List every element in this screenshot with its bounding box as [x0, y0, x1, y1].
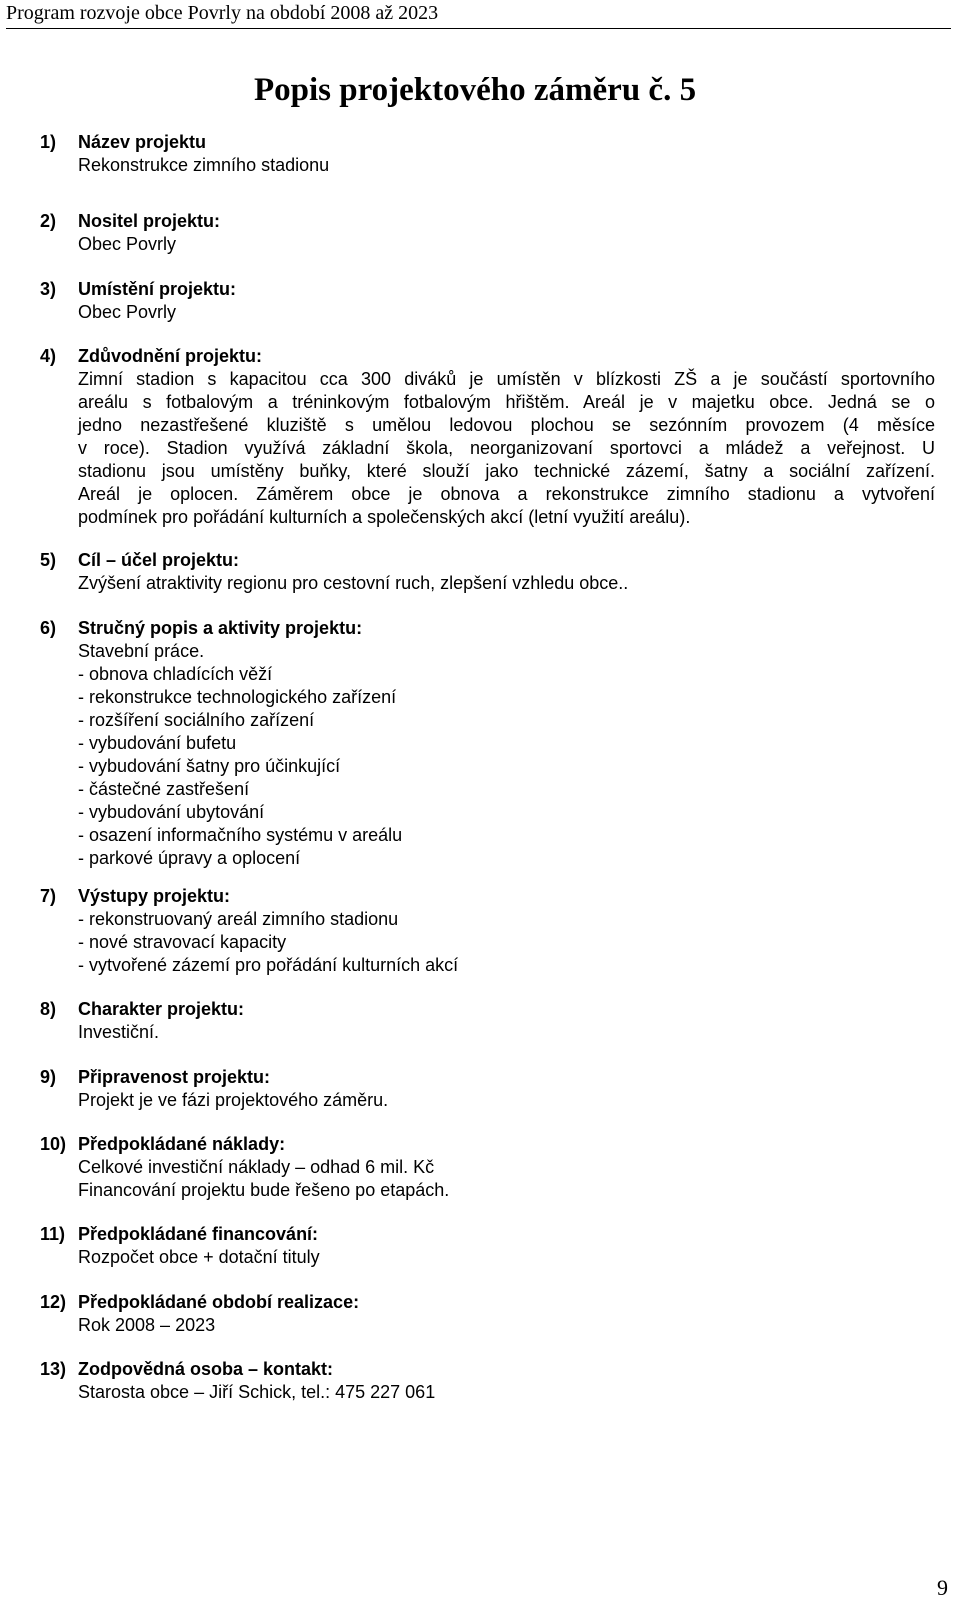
section-text: Rozpočet obce + dotační tituly [78, 1247, 320, 1267]
section-number: 7) [40, 886, 57, 906]
section-title: Umístění projektu: [78, 279, 237, 299]
section-5 [40, 549, 935, 595]
section-text: Rok 2008 – 2023 [78, 1315, 216, 1335]
section-text: jedno nezastřešené kluziště s umělou ledovou plochou se sezónním provozem (4 měsíce [78, 415, 935, 435]
section-title: Nositel projektu: [78, 211, 221, 231]
section-title: Zodpovědná osoba – kontakt: [78, 1359, 334, 1379]
section-text: Financování projektu bude řešeno po etapách. [78, 1180, 450, 1200]
section-number: 3) [40, 279, 57, 299]
section-text: Celkové investiční náklady – odhad 6 mil. Kč [78, 1157, 435, 1177]
list-item: - rekonstrukce technologického zařízení [78, 687, 397, 707]
list-item: - obnova chladících věží [78, 664, 273, 684]
list-item: - rozšíření sociálního zařízení [78, 710, 315, 730]
section-number: 1) [40, 132, 57, 152]
section-number: 13) [40, 1359, 67, 1379]
section-text: Zimní stadion s kapacitou cca 300 diváků je umístěn v blízkosti ZŠ a je součástí sportovního [78, 369, 935, 389]
section-number: 11) [40, 1224, 66, 1244]
list-item: - vybudování ubytování [78, 802, 265, 822]
section-11 [40, 1223, 935, 1269]
section-7 [40, 885, 935, 977]
section-title: Předpokládané období realizace: [78, 1292, 360, 1312]
section-number: 5) [40, 550, 57, 570]
section-title: Název projektu [78, 132, 207, 152]
list-item: - vybudování bufetu [78, 733, 237, 753]
list-item: - rekonstruovaný areál zimního stadionu [78, 909, 399, 929]
section-title: Stručný popis a aktivity projektu: [78, 618, 363, 638]
list-item: - vybudování šatny pro účinkující [78, 756, 341, 776]
header-rule [6, 28, 951, 29]
section-6 [40, 617, 935, 870]
section-text: Obec Povrly [78, 302, 177, 322]
section-text: Areál je oplocen. Záměrem obce je obnova a rekonstrukce zimního stadionu a vytvoření [78, 484, 935, 504]
document-title: Popis projektového záměru č. 5 [254, 72, 697, 108]
section-text: Starosta obce – Jiří Schick, tel.: 475 227 061 [78, 1382, 436, 1402]
section-number: 2) [40, 211, 57, 231]
list-item: - parkové úpravy a oplocení [78, 848, 301, 868]
section-title: Výstupy projektu: [78, 886, 231, 906]
section-number: 9) [40, 1067, 57, 1087]
section-title: Předpokládané náklady: [78, 1134, 286, 1154]
section-title: Zdůvodnění projektu: [78, 346, 262, 366]
section-title: Předpokládané financování: [78, 1224, 319, 1244]
section-4 [40, 345, 935, 529]
list-item: - částečné zastřešení [78, 779, 250, 799]
section-number: 4) [40, 346, 57, 366]
section-1 [40, 131, 935, 177]
section-text: Projekt je ve fázi projektového záměru. [78, 1090, 389, 1110]
section-text: Stavební práce. [78, 641, 205, 661]
section-13 [40, 1358, 935, 1404]
section-text: Rekonstrukce zimního stadionu [78, 155, 330, 175]
section-number: 12) [40, 1292, 67, 1312]
section-12 [40, 1291, 935, 1337]
section-2 [40, 210, 935, 256]
section-3 [40, 278, 935, 324]
section-number: 8) [40, 999, 57, 1019]
section-8 [40, 998, 935, 1044]
section-text: podmínek pro pořádání kulturních a společenských akcí (letní využití areálu). [78, 507, 691, 527]
section-text: Obec Povrly [78, 234, 177, 254]
section-text: v roce). Stadion využívá základní škola, neorganizovaní sportovci a mládež a veřejnost. U [78, 438, 935, 458]
section-number: 10) [40, 1134, 67, 1154]
section-title: Připravenost projektu: [78, 1067, 271, 1087]
section-text: areálu s fotbalovým a tréninkovým fotbalovým hřištěm. Areál je v majetku obce. Jedná se o [78, 392, 935, 412]
page-number: 9 [937, 1575, 948, 1600]
section-text: stadionu jsou umístěny buňky, které slouží jako technické zázemí, šatny a sociální zařízení. [78, 461, 935, 481]
running-header: Program rozvoje obce Povrly na období 2008 až 2023 [6, 2, 439, 24]
list-item: - vytvořené zázemí pro pořádání kulturních akcí [78, 955, 459, 975]
section-text: Zvýšení atraktivity regionu pro cestovní ruch, zlepšení vzhledu obce.. [78, 573, 629, 593]
section-10 [40, 1133, 935, 1202]
list-item: - osazení informačního systému v areálu [78, 825, 403, 845]
section-9 [40, 1066, 935, 1112]
section-title: Cíl – účel projektu: [78, 550, 240, 570]
section-number: 6) [40, 618, 57, 638]
section-text: Investiční. [78, 1022, 160, 1042]
list-item: - nové stravovací kapacity [78, 932, 287, 952]
section-title: Charakter projektu: [78, 999, 245, 1019]
